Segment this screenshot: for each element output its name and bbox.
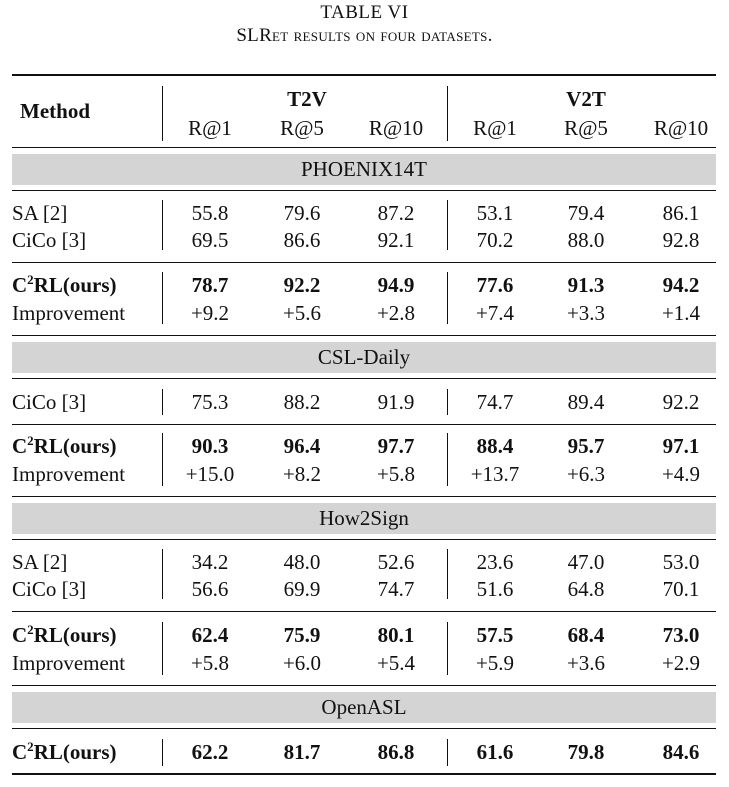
row-method-ours: $C^2RL(ours)$	[12, 622, 117, 647]
value-cell: 78.7	[191, 273, 229, 297]
header-metric: R@5	[280, 116, 324, 140]
dataset-band: PHOENIX14T	[12, 154, 716, 185]
value-cell: +13.7	[470, 462, 520, 486]
value-cell: +3.3	[566, 301, 606, 325]
value-cell: 47.0	[567, 550, 605, 574]
row-method: SA [2]	[12, 550, 68, 574]
column-divider	[162, 739, 163, 766]
section-rule	[12, 728, 716, 729]
value-cell: 62.2	[191, 740, 229, 764]
value-cell: 79.6	[283, 201, 321, 225]
value-cell: 53.0	[662, 550, 700, 574]
value-cell: +2.9	[661, 651, 701, 675]
value-cell: 62.4	[191, 623, 229, 647]
column-divider	[162, 86, 163, 141]
column-divider	[447, 433, 448, 486]
value-cell: 86.6	[283, 228, 321, 252]
value-cell: 53.1	[476, 201, 514, 225]
value-cell: 92.2	[283, 273, 321, 297]
value-cell: 23.6	[476, 550, 514, 574]
section-rule	[12, 378, 716, 379]
section-rule	[12, 262, 716, 263]
value-cell: +8.2	[282, 462, 322, 486]
header-metric: R@10	[653, 116, 709, 140]
column-divider	[447, 86, 448, 141]
header-metric: R@5	[564, 116, 608, 140]
row-method: CiCo [3]	[12, 228, 87, 252]
value-cell: 91.9	[377, 390, 415, 414]
column-divider	[162, 433, 163, 486]
value-cell: 97.7	[377, 434, 415, 458]
value-cell: +7.4	[475, 301, 515, 325]
section-rule	[12, 190, 716, 191]
value-cell: 64.8	[567, 577, 605, 601]
value-cell: 75.9	[283, 623, 321, 647]
value-cell: 94.9	[377, 273, 415, 297]
value-cell: 74.7	[476, 390, 514, 414]
value-cell: 92.8	[662, 228, 700, 252]
value-cell: +9.2	[190, 301, 230, 325]
header-rule	[12, 147, 716, 148]
column-divider	[162, 389, 163, 415]
value-cell: +1.4	[661, 301, 701, 325]
column-divider	[162, 272, 163, 324]
bottom-rule	[12, 773, 716, 775]
value-cell: +5.8	[190, 651, 230, 675]
value-cell: 94.2	[662, 273, 700, 297]
section-rule	[12, 424, 716, 425]
row-method: CiCo [3]	[12, 577, 87, 601]
value-cell: 81.7	[283, 740, 321, 764]
header-group-v2t: V2T	[566, 87, 606, 111]
value-cell: 51.6	[476, 577, 514, 601]
value-cell: 92.2	[662, 390, 700, 414]
value-cell: 69.9	[283, 577, 321, 601]
value-cell: +5.8	[376, 462, 416, 486]
value-cell: 56.6	[191, 577, 229, 601]
row-method-ours: $C^2RL(ours)$	[12, 433, 117, 458]
value-cell: 96.4	[283, 434, 321, 458]
value-cell: 70.2	[476, 228, 514, 252]
value-cell: 97.1	[662, 434, 700, 458]
value-cell: 48.0	[283, 550, 321, 574]
column-divider	[447, 200, 448, 250]
value-cell: 69.5	[191, 228, 229, 252]
value-cell: 84.6	[662, 740, 700, 764]
row-method-ours: $C^2RL(ours)$	[12, 272, 117, 297]
dataset-band: OpenASL	[12, 692, 716, 723]
value-cell: +5.9	[475, 651, 515, 675]
value-cell: +15.0	[185, 462, 235, 486]
value-cell: 61.6	[476, 740, 514, 764]
value-cell: 89.4	[567, 390, 605, 414]
value-cell: 87.2	[377, 201, 415, 225]
column-divider	[447, 739, 448, 766]
section-rule	[12, 539, 716, 540]
section-rule	[12, 611, 716, 612]
column-divider	[447, 622, 448, 675]
value-cell: 70.1	[662, 577, 700, 601]
row-method: CiCo [3]	[12, 390, 87, 414]
value-cell: +4.9	[661, 462, 701, 486]
header-metric: R@10	[368, 116, 424, 140]
value-cell: 88.4	[476, 434, 514, 458]
value-cell: 95.7	[567, 434, 605, 458]
section-rule	[12, 685, 716, 686]
row-method: Improvement	[12, 301, 126, 325]
column-divider	[447, 389, 448, 415]
value-cell: 88.0	[567, 228, 605, 252]
value-cell: 80.1	[377, 623, 415, 647]
value-cell: 79.8	[567, 740, 605, 764]
value-cell: +5.6	[282, 301, 322, 325]
row-method: SA [2]	[12, 201, 68, 225]
dataset-band: CSL-Daily	[12, 342, 716, 373]
value-cell: +2.8	[376, 301, 416, 325]
value-cell: 74.7	[377, 577, 415, 601]
value-cell: 79.4	[567, 201, 605, 225]
value-cell: 57.5	[476, 623, 514, 647]
value-cell: 68.4	[567, 623, 605, 647]
column-divider	[447, 549, 448, 599]
section-rule	[12, 496, 716, 497]
column-divider	[162, 200, 163, 250]
table-number: TABLE VI	[320, 2, 409, 23]
value-cell: +6.3	[566, 462, 606, 486]
row-method-ours: $C^2RL(ours)$	[12, 739, 117, 764]
value-cell: 77.6	[476, 273, 514, 297]
value-cell: 55.8	[191, 201, 229, 225]
header-metric: R@1	[188, 116, 232, 140]
value-cell: 34.2	[191, 550, 229, 574]
top-rule	[12, 74, 716, 76]
value-cell: 52.6	[377, 550, 415, 574]
table-subtitle: SLRet results on four datasets.	[236, 25, 493, 46]
header-group-t2v: T2V	[287, 87, 327, 111]
value-cell: 75.3	[191, 390, 229, 414]
header-metric: R@1	[473, 116, 517, 140]
value-cell: 86.1	[662, 201, 700, 225]
dataset-band: How2Sign	[12, 503, 716, 534]
value-cell: 90.3	[191, 434, 229, 458]
column-divider	[162, 622, 163, 675]
value-cell: 92.1	[377, 228, 415, 252]
value-cell: +3.6	[566, 651, 606, 675]
row-method: Improvement	[12, 462, 126, 486]
value-cell: +6.0	[282, 651, 322, 675]
section-rule	[12, 335, 716, 336]
row-method: Improvement	[12, 651, 126, 675]
value-cell: 91.3	[567, 273, 605, 297]
column-divider	[162, 549, 163, 599]
header-method: Method	[20, 99, 90, 123]
value-cell: 73.0	[662, 623, 700, 647]
column-divider	[447, 272, 448, 324]
value-cell: 88.2	[283, 390, 321, 414]
value-cell: +5.4	[376, 651, 416, 675]
value-cell: 86.8	[377, 740, 415, 764]
